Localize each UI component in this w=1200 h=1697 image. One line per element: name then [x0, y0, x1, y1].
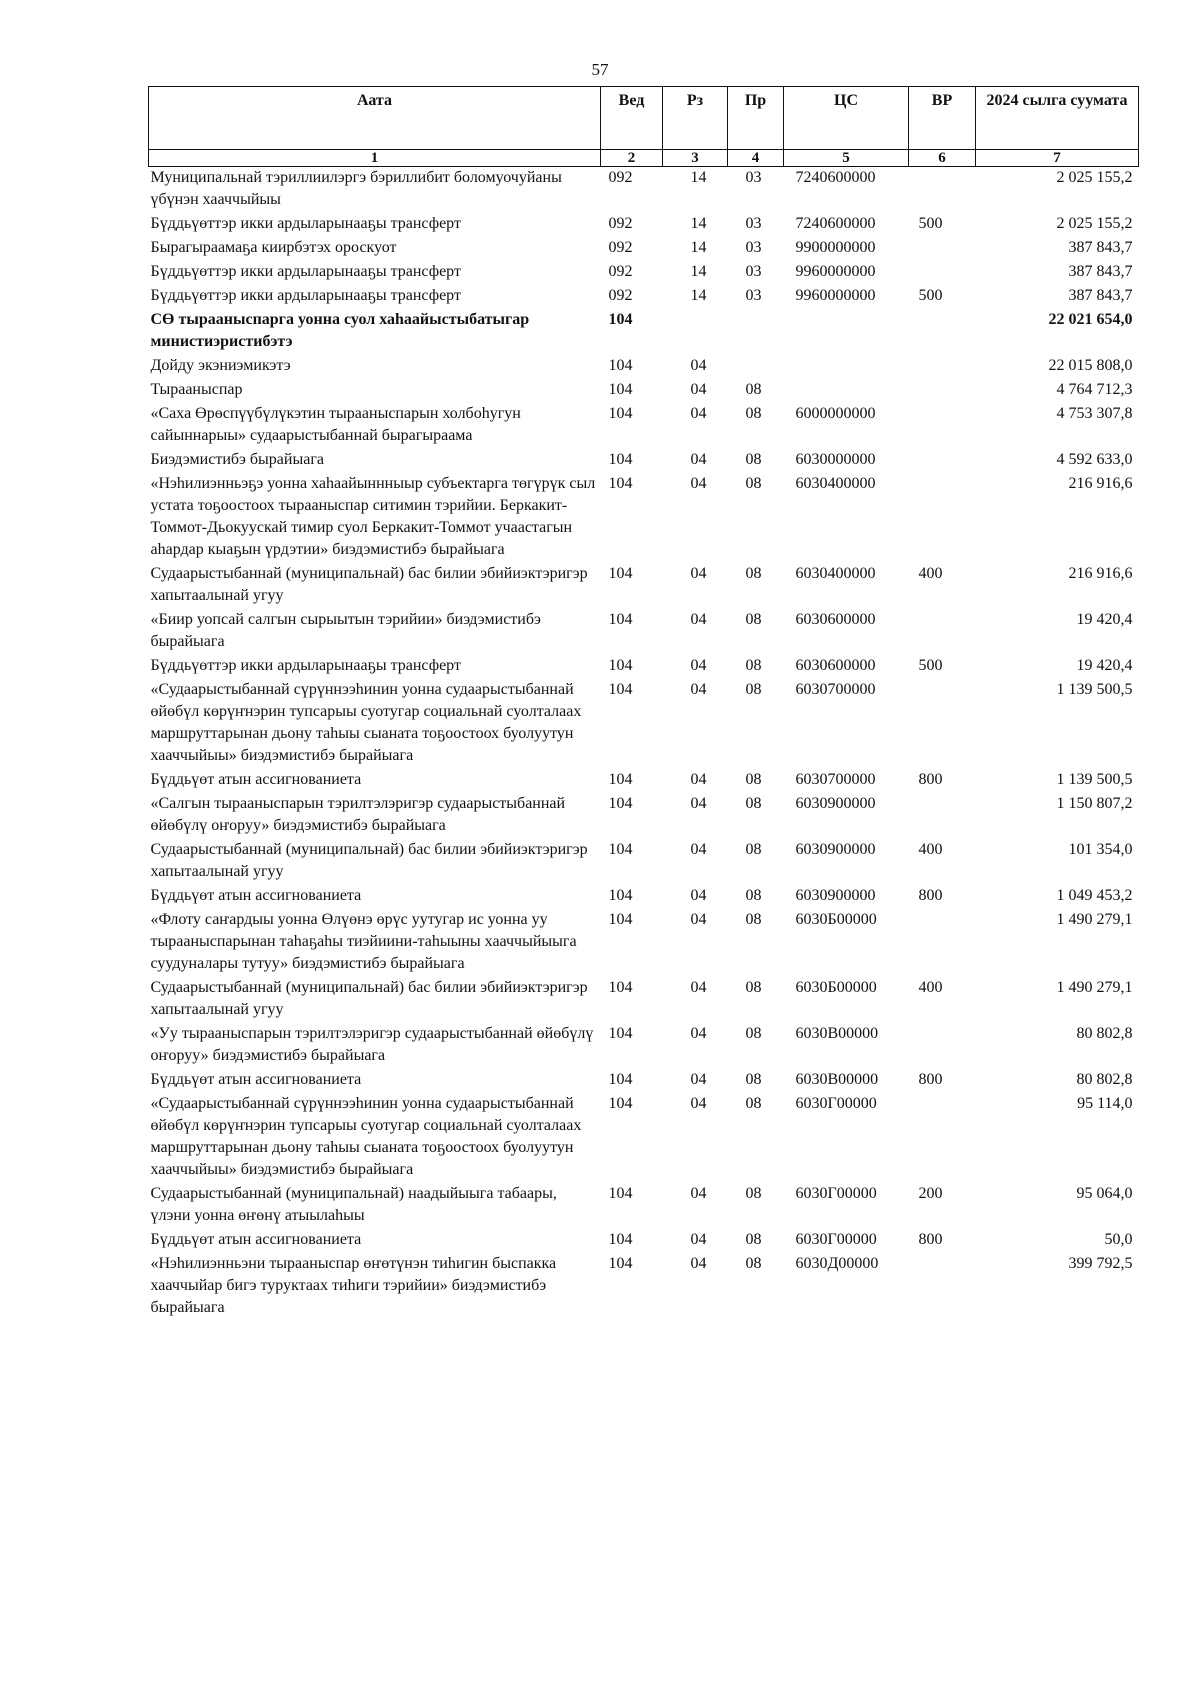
row-vr: 200 [918, 1185, 943, 1202]
table-body [149, 167, 1139, 1322]
row-vr [909, 1023, 976, 1069]
row-name: Судаарыстыбаннай (муниципальнай) бас билии эбийиэктэригэр хапытаалынай угуу [150, 565, 588, 604]
column-number: 1 [149, 150, 601, 167]
row-pr: 08 [745, 475, 762, 492]
header-rz: Рз [663, 87, 728, 150]
row-rz: 14 [690, 169, 707, 186]
column-number: 2 [601, 150, 663, 167]
table-row [149, 309, 1139, 355]
row-vr [909, 403, 976, 449]
row-sum: 4 592 633,0 [1056, 451, 1133, 468]
row-cs: 9960000000 [795, 287, 876, 304]
row-ved: 104 [608, 381, 633, 398]
row-sum: 22 015 808,0 [1048, 357, 1133, 374]
row-cs: 7240600000 [795, 215, 876, 232]
row-ved: 104 [608, 475, 633, 492]
row-name: Бүддьүөттэр икки ардыларынааҕы трансферт [150, 287, 461, 304]
row-ved: 104 [608, 1025, 633, 1042]
row-pr: 08 [745, 681, 762, 698]
row-cs: 6030900000 [795, 795, 876, 812]
row-cs: 6030Б00000 [795, 979, 877, 996]
row-cs [784, 355, 909, 379]
row-pr: 08 [745, 887, 762, 904]
row-sum: 1 490 279,1 [1056, 979, 1133, 996]
row-sum: 216 916,6 [1068, 475, 1133, 492]
table-row [149, 885, 1139, 909]
row-name: Бүддьүөттэр икки ардыларынааҕы трансферт [150, 263, 461, 280]
row-vr: 400 [918, 979, 943, 996]
row-ved: 104 [608, 611, 633, 628]
row-pr [728, 309, 784, 355]
row-vr [909, 473, 976, 563]
row-ved: 104 [608, 357, 633, 374]
row-sum: 2 025 155,2 [1056, 169, 1133, 186]
row-vr: 800 [918, 887, 943, 904]
row-name: «Уу тырааныспарын тэрилтэлэригэр судаарыстыбаннай өйөбүлү оҥоруу» биэдэмистибэ бырайыага [150, 1025, 594, 1064]
table-header-row [149, 87, 1139, 150]
row-ved: 092 [608, 215, 633, 232]
row-name: Дойду экэниэмикэтэ [150, 357, 291, 374]
row-vr [909, 1093, 976, 1183]
row-cs: 6030В00000 [795, 1025, 879, 1042]
row-ved: 104 [608, 979, 633, 996]
row-pr: 03 [745, 169, 762, 186]
row-ved: 104 [608, 1185, 633, 1202]
row-name: Судаарыстыбаннай (муниципальнай) бас билии эбийиэктэригэр хапытаалынай угуу [150, 841, 588, 880]
row-rz: 04 [690, 681, 707, 698]
row-cs: 6030400000 [795, 475, 876, 492]
row-rz: 04 [690, 611, 707, 628]
table-row [149, 261, 1139, 285]
row-vr: 500 [918, 657, 943, 674]
row-cs: 6030900000 [795, 841, 876, 858]
row-rz: 04 [690, 911, 707, 928]
row-rz: 14 [690, 215, 707, 232]
row-rz: 04 [690, 1025, 707, 1042]
table-row [149, 793, 1139, 839]
row-name: «Нэһилиэнньэни тырааныспар өҥөтүнэн тиһигин быспакка хааччыйар бигэ туруктаах тиһиги тэрийии» биэдэмистибэ бырайыага [150, 1255, 557, 1316]
table-row [149, 285, 1139, 309]
row-cs [784, 309, 909, 355]
row-sum: 80 802,8 [1076, 1025, 1133, 1042]
row-ved: 104 [608, 1095, 633, 1112]
row-vr [909, 609, 976, 655]
column-number: 7 [976, 150, 1139, 167]
row-sum: 50,0 [1104, 1231, 1133, 1248]
column-number: 5 [784, 150, 909, 167]
row-rz: 04 [690, 405, 707, 422]
table-row [149, 403, 1139, 449]
row-pr: 08 [745, 657, 762, 674]
row-ved: 104 [608, 911, 633, 928]
table-row [149, 679, 1139, 769]
row-sum: 95 064,0 [1076, 1185, 1133, 1202]
row-rz: 04 [690, 475, 707, 492]
table-row [149, 213, 1139, 237]
row-rz: 04 [690, 771, 707, 788]
row-name: Судаарыстыбаннай (муниципальнай) наадыйыыга табаары, үлэни уонна өҥөнү атыылаһыы [150, 1185, 557, 1224]
table-row [149, 769, 1139, 793]
row-cs: 9960000000 [795, 263, 876, 280]
row-rz: 04 [690, 657, 707, 674]
table-row [149, 237, 1139, 261]
row-sum: 4 764 712,3 [1056, 381, 1133, 398]
row-ved: 092 [608, 169, 633, 186]
table-row [149, 655, 1139, 679]
row-rz: 14 [690, 263, 707, 280]
table-row [149, 609, 1139, 655]
row-ved: 104 [608, 681, 633, 698]
row-rz: 04 [690, 1095, 707, 1112]
row-ved: 104 [608, 1255, 633, 1272]
row-sum: 19 420,4 [1076, 611, 1133, 628]
row-cs: 6030600000 [795, 611, 876, 628]
row-cs: 6030900000 [795, 887, 876, 904]
row-vr [909, 167, 976, 214]
row-vr: 800 [918, 1071, 943, 1088]
table-row [149, 839, 1139, 885]
row-sum: 2 025 155,2 [1056, 215, 1133, 232]
row-cs: 6030700000 [795, 771, 876, 788]
row-sum: 399 792,5 [1068, 1255, 1133, 1272]
row-cs: 6030Д00000 [795, 1255, 879, 1272]
table-row [149, 563, 1139, 609]
row-vr [909, 1253, 976, 1321]
header-pr: Пр [728, 87, 784, 150]
row-vr [909, 793, 976, 839]
table-row [149, 1023, 1139, 1069]
row-vr: 500 [918, 215, 943, 232]
row-name: Бүддьүөт атын ассигнованиета [150, 771, 362, 788]
row-vr [909, 449, 976, 473]
row-cs: 6030600000 [795, 657, 876, 674]
row-sum: 1 139 500,5 [1056, 771, 1133, 788]
row-cs: 6030Г00000 [795, 1231, 877, 1248]
row-cs: 7240600000 [795, 169, 876, 186]
row-name: СӨ тырааныспарга уонна суол хаһаайыстыбатыгар министиэристибэтэ [150, 311, 530, 350]
row-rz [663, 309, 728, 355]
row-pr: 08 [745, 795, 762, 812]
row-cs: 6000000000 [795, 405, 876, 422]
row-pr: 03 [745, 287, 762, 304]
row-vr: 800 [918, 1231, 943, 1248]
row-name: Бүддьүөт атын ассигнованиета [150, 1231, 362, 1248]
column-number: 3 [663, 150, 728, 167]
row-pr [728, 355, 784, 379]
table-row [149, 1069, 1139, 1093]
row-pr: 08 [745, 565, 762, 582]
row-sum: 1 150 807,2 [1056, 795, 1133, 812]
row-rz: 14 [690, 239, 707, 256]
row-ved: 104 [608, 841, 633, 858]
row-pr: 08 [745, 771, 762, 788]
row-name: «Салгын тырааныспарын тэрилтэлэригэр судаарыстыбаннай өйөбүлү оҥоруу» биэдэмистибэ бырайыага [150, 795, 566, 834]
row-vr: 800 [918, 771, 943, 788]
table-row [149, 977, 1139, 1023]
row-pr: 08 [745, 1071, 762, 1088]
row-sum: 19 420,4 [1076, 657, 1133, 674]
row-name: Бүддьүөт атын ассигнованиета [150, 1071, 362, 1088]
row-sum: 387 843,7 [1068, 239, 1133, 256]
column-number: 6 [909, 150, 976, 167]
row-pr: 08 [745, 611, 762, 628]
row-pr: 08 [745, 1095, 762, 1112]
row-name: «Судаарыстыбаннай сүрүннээһинин уонна судаарыстыбаннай өйөбүл көрүҥнэрин тупсарыы суотугар социальнай суолталаах маршруттарынан дьону таһыы сыаната тоҕоостоох буолуутун хааччыйыы» биэдэмистибэ бырайыага [150, 1095, 582, 1178]
row-cs: 6030Г00000 [795, 1095, 877, 1112]
table-row [149, 379, 1139, 403]
row-name: Бырагыраамаҕа киирбэтэх ороскуот [150, 239, 397, 256]
row-name: «Судаарыстыбаннай сүрүннээһинин уонна судаарыстыбаннай өйөбүл көрүҥнэрин тупсарыы суотугар социальнай суолталаах маршруттарынан дьону таһыы сыаната тоҕоостоох буолуутун хааччыйыы» биэдэмистибэ бырайыага [150, 681, 582, 764]
row-rz: 04 [690, 451, 707, 468]
row-pr: 08 [745, 979, 762, 996]
row-pr: 08 [745, 841, 762, 858]
row-pr: 08 [745, 1231, 762, 1248]
table-row [149, 1253, 1139, 1321]
row-vr [909, 379, 976, 403]
row-ved: 104 [608, 795, 633, 812]
table-row [149, 167, 1139, 214]
page-number: 57 [591, 60, 609, 79]
row-pr: 08 [745, 1025, 762, 1042]
header-ved: Вед [601, 87, 663, 150]
row-pr: 03 [745, 263, 762, 280]
row-rz: 04 [690, 1231, 707, 1248]
row-rz: 04 [690, 979, 707, 996]
row-sum: 22 021 654,0 [1048, 311, 1133, 328]
row-vr [909, 309, 976, 355]
row-name: Бүддьүөттэр икки ардыларынааҕы трансферт [150, 215, 461, 232]
row-pr: 08 [745, 451, 762, 468]
row-cs: 6030Б00000 [795, 911, 877, 928]
row-cs: 6030В00000 [795, 1071, 879, 1088]
row-ved: 092 [608, 287, 633, 304]
table-row [149, 1183, 1139, 1229]
row-name: «Нэһилиэнньэҕэ уонна хаһаайыннныыр субъектарга төгүрүк сыл устата тоҕоостоох тырааныспар ситимин тэрийии. Беркакит-Томмот-Дьокуускай тимир суол Беркакит-Томмот учаастагын аһардар кыаҕын үрдэтии» биэдэмистибэ бырайыага [150, 475, 596, 558]
row-ved: 104 [608, 887, 633, 904]
row-ved: 092 [608, 239, 633, 256]
header-sum: 2024 сылга суумата [976, 87, 1139, 150]
row-name: Бүддьүөттэр икки ардыларынааҕы трансферт [150, 657, 461, 674]
row-ved: 104 [608, 657, 633, 674]
row-ved: 092 [608, 263, 633, 280]
budget-page [148, 86, 1138, 1321]
table-row [149, 909, 1139, 977]
table-row [149, 355, 1139, 379]
header-cs: ЦС [784, 87, 909, 150]
row-name: Муниципальнай тэриллиилэргэ бэриллибит боломуочуйаны үбүнэн хааччыйыы [150, 169, 562, 208]
row-ved: 104 [608, 405, 633, 422]
row-cs: 6030700000 [795, 681, 876, 698]
row-vr [909, 909, 976, 977]
column-number: 4 [728, 150, 784, 167]
row-cs: 6030400000 [795, 565, 876, 582]
table-row [149, 1229, 1139, 1253]
row-name: «Флоту саҥардыы уонна Өлүөнэ өрүс уутугар ис уонна уу тырааныспарынан таһаҕаһы тиэйиини-таһыыны хааччыйыыга суудуналары тутуу» биэдэмистибэ бырайыага [150, 911, 577, 972]
row-sum: 216 916,6 [1068, 565, 1133, 582]
row-rz: 04 [690, 887, 707, 904]
row-name: Биэдэмистибэ бырайыага [150, 451, 324, 468]
row-sum: 1 490 279,1 [1056, 911, 1133, 928]
row-pr: 08 [745, 381, 762, 398]
row-pr: 08 [745, 911, 762, 928]
row-ved: 104 [608, 1231, 633, 1248]
row-vr: 400 [918, 841, 943, 858]
row-cs: 9900000000 [795, 239, 876, 256]
column-number-row [149, 150, 1139, 167]
row-sum: 387 843,7 [1068, 263, 1133, 280]
row-rz: 14 [690, 287, 707, 304]
row-ved: 104 [608, 771, 633, 788]
row-rz: 04 [690, 795, 707, 812]
row-pr: 08 [745, 1185, 762, 1202]
row-name: «Биир уопсай салгын сырыытын тэрийии» биэдэмистибэ бырайыага [150, 611, 541, 650]
row-ved: 104 [608, 311, 633, 328]
row-vr [909, 237, 976, 261]
row-vr [909, 261, 976, 285]
row-ved: 104 [608, 565, 633, 582]
row-rz: 04 [690, 357, 707, 374]
row-ved: 104 [608, 1071, 633, 1088]
row-ved: 104 [608, 451, 633, 468]
row-sum: 80 802,8 [1076, 1071, 1133, 1088]
row-rz: 04 [690, 1185, 707, 1202]
row-name: «Саха Өрөспүүбүлүкэтин тырааныспарын холбоһугун сайыннарыы» судаарыстыбаннай бырагыраама [150, 405, 521, 444]
budget-table [148, 86, 1139, 1321]
table-row [149, 473, 1139, 563]
row-pr: 03 [745, 239, 762, 256]
header-name: Аата [149, 87, 601, 150]
table-row [149, 449, 1139, 473]
row-name: Тырааныспар [150, 381, 243, 398]
row-sum: 95 114,0 [1077, 1095, 1133, 1112]
row-sum: 4 753 307,8 [1056, 405, 1133, 422]
row-rz: 04 [690, 1255, 707, 1272]
table-row [149, 1093, 1139, 1183]
row-vr: 500 [918, 287, 943, 304]
row-name: Бүддьүөт атын ассигнованиета [150, 887, 362, 904]
header-vr: ВР [909, 87, 976, 150]
row-sum: 387 843,7 [1068, 287, 1133, 304]
row-cs: 6030000000 [795, 451, 876, 468]
row-vr [909, 355, 976, 379]
row-pr: 03 [745, 215, 762, 232]
row-vr [909, 679, 976, 769]
row-pr: 08 [745, 405, 762, 422]
row-vr: 400 [918, 565, 943, 582]
row-cs: 6030Г00000 [795, 1185, 877, 1202]
row-rz: 04 [690, 565, 707, 582]
row-rz: 04 [690, 381, 707, 398]
row-rz: 04 [690, 1071, 707, 1088]
row-pr: 08 [745, 1255, 762, 1272]
row-name: Судаарыстыбаннай (муниципальнай) бас билии эбийиэктэригэр хапытаалынай угуу [150, 979, 588, 1018]
row-rz: 04 [690, 841, 707, 858]
row-sum: 1 139 500,5 [1056, 681, 1133, 698]
row-cs [784, 379, 909, 403]
row-sum: 101 354,0 [1068, 841, 1133, 858]
row-sum: 1 049 453,2 [1056, 887, 1133, 904]
